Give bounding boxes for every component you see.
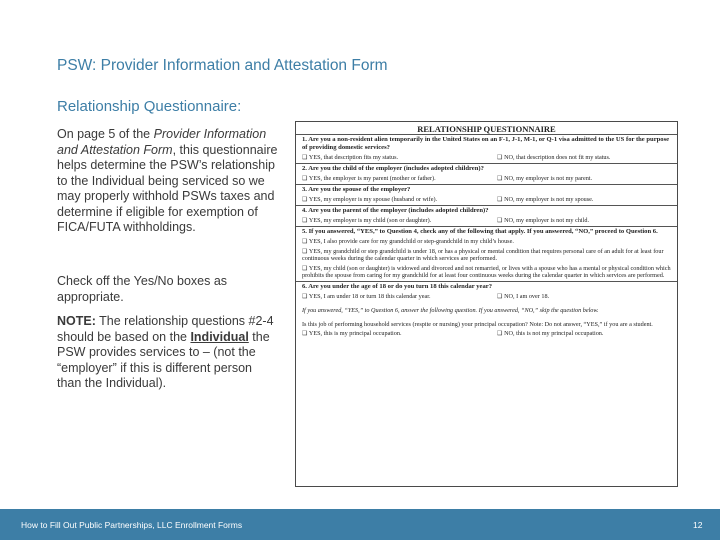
answer-row-1 bbox=[296, 153, 677, 163]
q2-no-option: ❑ NO, my employer is not my parent. bbox=[497, 175, 593, 182]
q5-option-c: ❑ YES, my child (son or daughter) is widowed and divorced and not remarried, or lives with a spouse who has a mental or physical condition which prohibits the spouse from caring for my grandchild for at least four continuous weeks during the calendar quarter in which services are performed. bbox=[302, 264, 671, 280]
instruction-paragraph: Check off the Yes/No boxes as appropriate. bbox=[57, 274, 228, 304]
question-5: 5. If you answered, “YES,” to Question 4, check any of the following that apply. If you answered, “NO,” proceed to Question 6. bbox=[296, 226, 677, 237]
q2-yes-option: ❑ YES, the employer is my parent (mother or father). bbox=[302, 175, 436, 182]
question-1: 1. Are you a non-resident alien temporarily in the United States on an F-1, J-1, M-1, or Q-1 visa admitted to the US for the purpose of providing domestic services? bbox=[296, 134, 677, 153]
intro-text-c: , this questionnaire helps determine the PSW’s relationship to the Individual being serviced so we may properly withhold PSWs taxes and determine if eligible for exemption of FICA/FUTA withholdings. bbox=[57, 142, 278, 234]
q5-option-b: ❑ YES, my grandchild or step grandchild is under 18, or has a physical or mental condition that requires personal care of an adult for at least four continuous weeks during the calendar quarter in which services are performed. bbox=[302, 247, 664, 263]
answer-row-3 bbox=[296, 195, 677, 205]
q6-yes-option: ❑ YES, I am under 18 or turn 18 this calendar year. bbox=[302, 292, 431, 300]
q6-no-option: ❑ NO, I am over 18. bbox=[497, 292, 550, 300]
slide-title: PSW: Provider Information and Attestation Form bbox=[57, 57, 388, 74]
question-2: 2. Are you the child of the employer (includes adopted children)? bbox=[296, 163, 677, 174]
question-3: 3. Are you the spouse of the employer? bbox=[296, 184, 677, 195]
page-number: 12 bbox=[693, 520, 703, 530]
question-6: 6. Are you under the age of 18 or do you turn 18 this calendar year? bbox=[296, 281, 677, 292]
q3-no-option: ❑ NO, my employer is not my spouse. bbox=[497, 196, 594, 203]
q6-sub-no-option: ❑ NO, this is not my principal occupation. bbox=[497, 330, 604, 338]
q4-yes-option: ❑ YES, my employer is my child (son or daughter). bbox=[302, 217, 432, 224]
answer-row-6 bbox=[296, 292, 677, 302]
relationship-questionnaire-image bbox=[295, 121, 678, 487]
question-4: 4. Are you the parent of the employer (includes adopted children)? bbox=[296, 205, 677, 216]
q6-sub-question: Is this job of performing household services (respite or nursing) your principal occupation? Note: Do not answer, “YES,” if you are a student. bbox=[302, 320, 653, 328]
intro-text-a: On page 5 of the bbox=[57, 127, 154, 141]
q6-sub-yes-option: ❑ YES, this is my principal occupation. bbox=[302, 330, 402, 338]
answer-row-6-sub bbox=[296, 329, 677, 339]
section-heading: Relationship Questionnaire: bbox=[57, 98, 242, 115]
answer-row-2 bbox=[296, 174, 677, 184]
note-text-a: The relationship questions #2-4 should be based on the bbox=[57, 314, 274, 344]
q3-yes-option: ❑ YES, my employer is my spouse (husband or wife). bbox=[302, 196, 438, 203]
q6-instruction: If you answered, “YES,” to Question 6, answer the following question. If you answered, “NO,” skip the question below. bbox=[302, 306, 599, 314]
q1-yes-option: ❑ YES, that description fits my status. bbox=[302, 154, 399, 161]
note-text-b: the PSW provides services to – (not the “employer” if this is different person than the Individual). bbox=[57, 329, 270, 390]
q4-no-option: ❑ NO, my employer is not my child. bbox=[497, 217, 589, 224]
q1-no-option: ❑ NO, that description does not fit my status. bbox=[497, 154, 611, 161]
answer-row-4 bbox=[296, 216, 677, 226]
footer-bar bbox=[0, 509, 720, 540]
note-label: NOTE: bbox=[57, 314, 96, 328]
footer-text: How to Fill Out Public Partnerships, LLC Enrollment Forms bbox=[21, 520, 243, 530]
q5-option-a: ❑ YES, I also provide care for my grandchild or step-grandchild in my child’s house. bbox=[302, 238, 514, 245]
questionnaire-header: RELATIONSHIP QUESTIONNAIRE bbox=[417, 124, 556, 134]
note-paragraph bbox=[57, 314, 279, 392]
intro-paragraph bbox=[57, 127, 279, 236]
form-name: Provider Information and Attestation Form bbox=[57, 127, 267, 157]
individual-emphasis: Individual bbox=[190, 329, 249, 344]
